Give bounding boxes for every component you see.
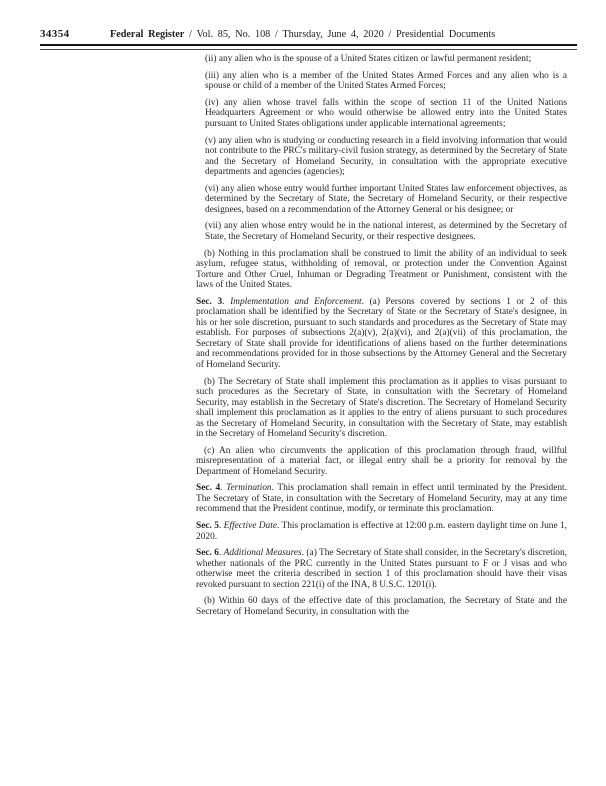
header-double-rule [40,44,577,50]
paragraph-sec-5: Sec. 5. Effective Date. This proclamation is effective at 12:00 p.m. eastern daylight time on June 1, 2020. [196,521,568,542]
paragraph-item-iv: (iv) any alien whose travel falls within the scope of section 11 of the United Nations Headquarters Agreement or who would otherwise be allowed entry into the United States pursuant to United States obligations under applicable international agreements; [205,97,567,129]
paragraph-sec-4: Sec. 4. Termination. This proclamation shall remain in effect until terminated by the President. The Secretary of State, in consultation with the Secretary of Homeland Security, may at any time recommend that the President continue, modify, or terminate this proclamation. [196,483,567,515]
paragraph-sec-6b: (b) Within 60 days of the effective date of this proclamation, the Secretary of State and the Secretary of Homeland Security, in consultation with the [196,596,567,617]
page-header [40,28,577,42]
running-head-issue-info: / Vol. 85, No. 108 / Thursday, June 4, 2020 / Presidential Documents [184,29,496,40]
page-number: 34354 [40,28,70,40]
paragraph-para-2b: (b) Nothing in this proclamation shall be construed to limit the ability of an individual to seek asylum, refugee status, withholding of removal, or protection under the Convention Against Torture and Other Cruel, Inhuman or Degrading Treatment or Punishment, consistent with the laws of the United States. [196,248,567,291]
paragraph-item-vi: (vi) any alien whose entry would further important United States law enforcement objectives, as determined by the Secretary of State, the Secretary of Homeland Security, or their respective designees, based on a recommendation of the Attorney General or his designee; or [205,183,567,215]
paragraph-sec-3: Sec. 3. Implementation and Enforcement. (a) Persons covered by sections 1 or 2 of this proclamation shall be identified by the Secretary of State or the Secretary of State's designee, in his or her sole discretion, pursuant to such standards and procedures as the Secretary of State may establish. For purposes of subsections 2(a)(v), 2(a)(vi), and 2(a)(vii) of this proclamation, the Secretary of State shall provide for identifications of aliens based on the further determinations and recommendations provided for in those subsections by the Attorney General and the Secretary of Homeland Security. [196,296,568,370]
paragraph-sec-6: Sec. 6. Additional Measures. (a) The Secretary of State shall consider, in the Secretary's discretion, whether nationals of the PRC currently in the United States pursuant to F or J visas and who otherwise meet the criteria described in section 1 of this proclamation should have their visas revoked pursuant to section 221(i) of the INA, 8 U.S.C. 1201(i). [196,548,568,590]
paragraph-item-vii: (vii) any alien whose entry would be in the national interest, as determined by the Secretary of State, the Secretary of Homeland Security, or their respective designees. [205,221,567,242]
running-head-journal-title: Federal Register [110,29,185,40]
paragraph-sec-3c: (c) An alien who circumvents the application of this proclamation through fraud, willful misrepresentation of a material fact, or illegal entry shall be a priority for removal by the Department of Homeland Security. [196,445,567,477]
paragraph-item-v: (v) any alien who is studying or conducting research in a field involving information that would not contribute to the PRC's military-civil fusion strategy, as determined by the Secretary of State and the Secretary of Homeland Security, in consultation with the appropriate executive departments and agencies (agencies); [205,135,567,178]
document-body [196,54,567,624]
running-head [110,29,495,40]
paragraph-item-ii: (ii) any alien who is the spouse of a United States citizen or lawful permanent resident; [205,54,532,64]
paragraph-item-iii: (iii) any alien who is a member of the United States Armed Forces and any alien who is a spouse or child of a member of the United States Armed Forces; [205,70,567,92]
paragraph-sec-3b: (b) The Secretary of State shall implement this proclamation as it applies to visas pursuant to such procedures as the Secretary of State, in consultation with the Secretary of Homeland Security, may establish in the Secretary of State's discretion. The Secretary of Homeland Security shall implement this proclamation as it applies to the entry of aliens pursuant to such procedures as the Secretary of Homeland Security, in consultation with the Secretary of State, may establish in the Secretary of Homeland Security's discretion. [196,376,567,439]
